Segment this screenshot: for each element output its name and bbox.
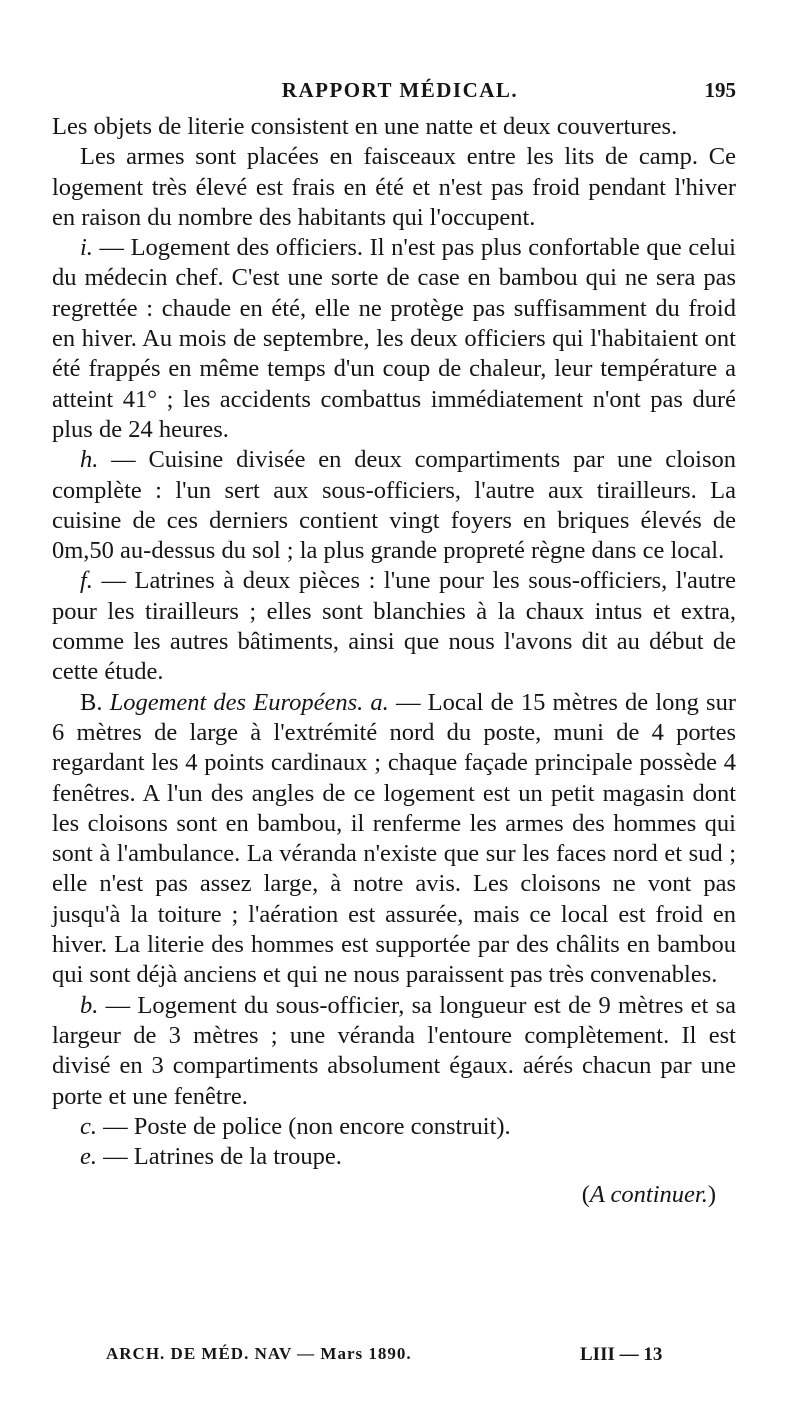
- paragraph-armes: Les armes sont placées en faisceaux entre les lits de camp. Ce logement très élevé est frais en été et n'est pas froid pendant l'hiver en raison du nombre des habitants qui l'occupent.: [52, 143, 736, 231]
- page-header: [0, 78, 800, 108]
- page-footer: [0, 1344, 800, 1374]
- to-be-continued: (A continuer.): [581, 1181, 716, 1209]
- paragraph-officiers: i. — Logement des officiers. Il n'est pas plus confortable que celui du médecin chef. C'est une sorte de case en bambou qui ne sera pas regrettée : chaude en été, elle ne protège pas suffisamment du froid en hiver. Au mois de septembre, les deux officiers qui l'habitaient ont été frappés en même temps d'un coup de chaleur, leur température a atteint 41° ; les accidents combattus immédiatement n'ont pas duré plus de 24 heures.: [52, 234, 736, 443]
- section-heading: Logement des Européens. a.: [109, 688, 389, 716]
- item-label: i.: [80, 234, 93, 262]
- signature-mark: LIII — 13: [580, 1344, 663, 1365]
- body-text: [52, 112, 736, 1211]
- paragraph-latrines-troupe: e. — Latrines de la troupe.: [80, 1143, 342, 1171]
- item-label: h.: [80, 446, 99, 474]
- item-label: c.: [80, 1112, 97, 1140]
- paragraph-europeens: B. Logement des Européens. a. — Local de 15 mètres de long sur 6 mètres de large à l'extrémité nord du poste, muni de 4 portes regardant les 4 points cardinaux ; chaque façade principale possède 4 fenêtres. A l'un des angles de ce logement est un petit magasin dont les cloisons sont en bambou, il renferme les armes des hommes qui sont à l'ambulance. La véranda n'existe que sur les faces nord et sud ; elle n'est pas assez large, à notre avis. Les cloisons ne vont pas jusqu'à la toiture ; l'aération est assurée, mais ce local est froid en hiver. La literie des hommes est supportée par des châlits en bambou qui sont déjà anciens et qui ne nous paraissent pas très convenables.: [52, 688, 736, 989]
- page-number: 195: [704, 78, 736, 102]
- running-title: RAPPORT MÉDICAL.: [281, 78, 519, 102]
- item-label: b.: [80, 991, 99, 1019]
- paragraph-literie: Les objets de literie consistent en une natte et deux couvertures.: [52, 113, 678, 140]
- item-label: f.: [80, 567, 93, 595]
- journal-reference: ARCH. DE MÉD. NAV — Mars 1890.: [106, 1344, 412, 1363]
- paragraph-latrines: f. — Latrines à deux pièces : l'une pour les sous-officiers, l'autre pour les tirailleurs ; elles sont blanchies à la chaux intus et extra, comme les autres bâtiments, ainsi que nous l'avons dit au début de cette étude.: [52, 567, 736, 686]
- item-label: e.: [80, 1143, 97, 1171]
- paragraph-sous-officier: b. — Logement du sous-officier, sa longueur est de 9 mètres et sa largeur de 3 mètres ; une véranda l'entoure complètement. Il est divisé en 3 compartiments absolument égaux. aérés chacun par une porte et une fenêtre.: [52, 991, 736, 1110]
- paragraph-poste-police: c. — Poste de police (non encore construit).: [80, 1112, 511, 1140]
- paragraph-cuisine: h. — Cuisine divisée en deux compartiments par une cloison complète : l'un sert aux sous-officiers, l'autre aux tirailleurs. La cuisine de ces derniers contient vingt foyers en briques élevés de 0m,50 au-dessus du sol ; la plus grande propreté règne dans ce local.: [52, 446, 736, 565]
